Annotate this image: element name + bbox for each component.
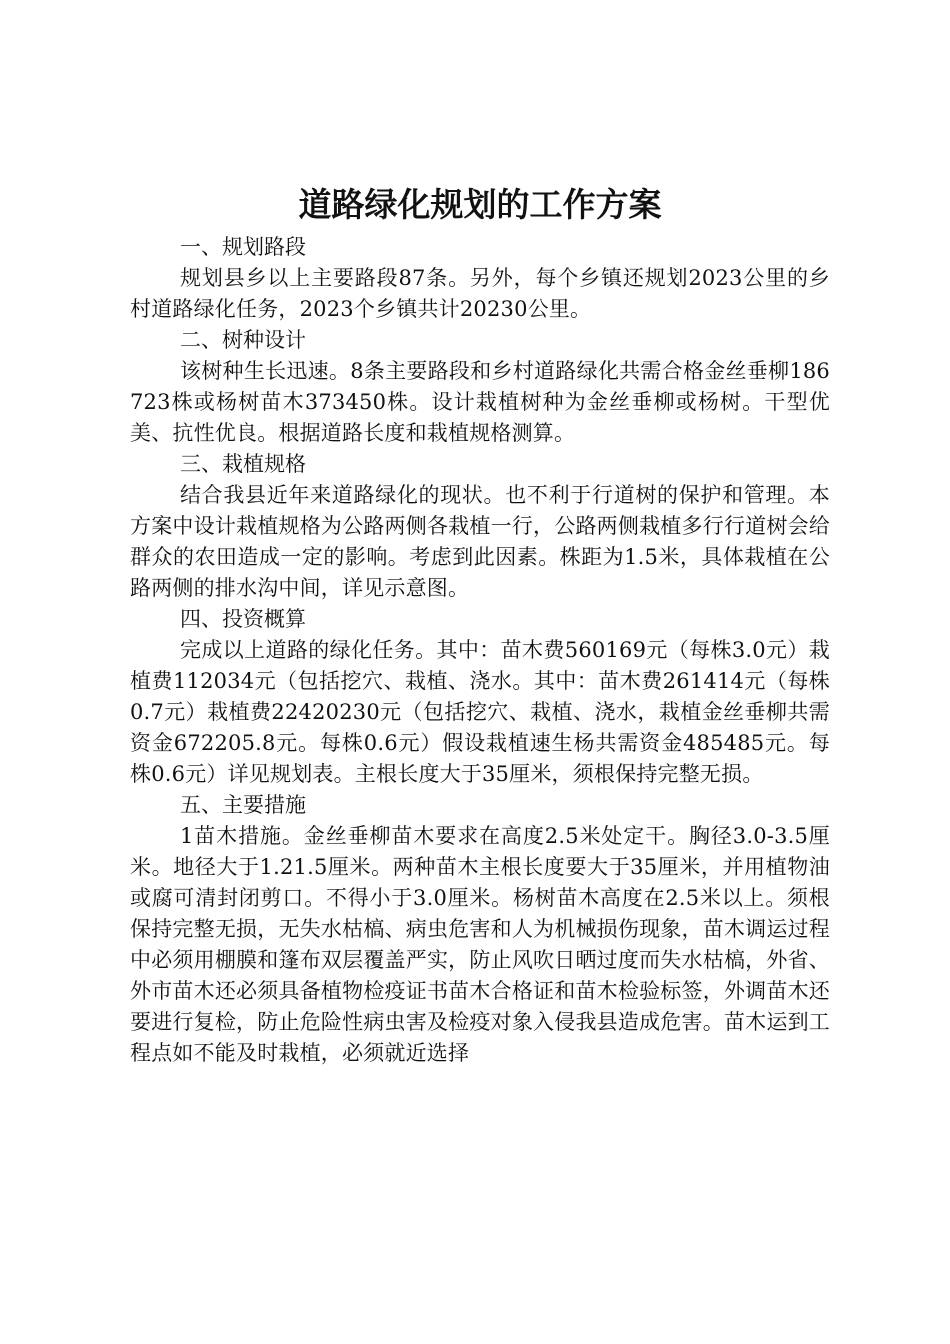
section-paragraph: 规划县乡以上主要路段87条。另外，每个乡镇还规划2023公里的乡村道路绿化任务，2023个乡镇共计20230公里。 [130, 266, 830, 321]
section-heading: 五、主要措施 [180, 793, 306, 817]
section-planting-spec [130, 449, 830, 604]
section-paragraph: 完成以上道路的绿化任务。其中：苗木费560169元（每株3.0元）栽植费112034元（包括挖穴、栽植、浇水。其中：苗木费261414元（每株0.7元）栽植费22420230元（包括挖穴、栽植、浇水，栽植金丝垂柳共需资金672205.8元。每株0.6元）假设栽植速生杨共需资金485485元。每株0.6元）详见规划表。主根长度大于35厘米，须根保持完整无损。 [130, 638, 830, 786]
section-tree-species [130, 325, 830, 449]
section-paragraph: 该树种生长迅速。8条主要路段和乡村道路绿化共需合格金丝垂柳186723株或杨树苗木373450株。设计栽植树种为金丝垂柳或杨树。干型优美、抗性优良。根据道路长度和栽植规格测算。 [130, 359, 830, 445]
section-main-measures [130, 790, 830, 1069]
section-heading: 四、投资概算 [180, 607, 306, 631]
section-heading: 二、树种设计 [180, 328, 306, 352]
document-title: 道路绿化规划的工作方案 [298, 185, 662, 224]
section-paragraph: 1苗木措施。金丝垂柳苗木要求在高度2.5米处定干。胸径3.0-3.5厘米。地径大于1.21.5厘米。两种苗木主根长度要大于35厘米，并用植物油或腐可清封闭剪口。不得小于3.0厘米。杨树苗木高度在2.5米以上。须根保持完整无损，无失水枯槁、病虫危害和人为机械损伤现象，苗木调运过程中必须用棚膜和篷布双层覆盖严实，防止风吹日晒过度而失水枯槁，外省、外市苗木还必须具备植物检疫证书苗木合格证和苗木检验标签，外调苗木还要进行复检，防止危险性病虫害及检疫对象入侵我县造成危害。苗木运到工程点如不能及时栽植，必须就近选择 [130, 824, 830, 1065]
section-heading: 三、栽植规格 [180, 452, 306, 476]
section-heading: 一、规划路段 [180, 235, 306, 259]
section-planning-routes [130, 232, 830, 325]
section-paragraph: 结合我县近年来道路绿化的现状。也不利于行道树的保护和管理。本方案中设计栽植规格为公路两侧各栽植一行，公路两侧栽植多行行道树会给群众的农田造成一定的影响。考虑到此因素。株距为1.5米，具体栽植在公路两侧的排水沟中间，详见示意图。 [130, 483, 830, 600]
document-page [130, 182, 830, 1069]
section-investment-estimate [130, 604, 830, 790]
